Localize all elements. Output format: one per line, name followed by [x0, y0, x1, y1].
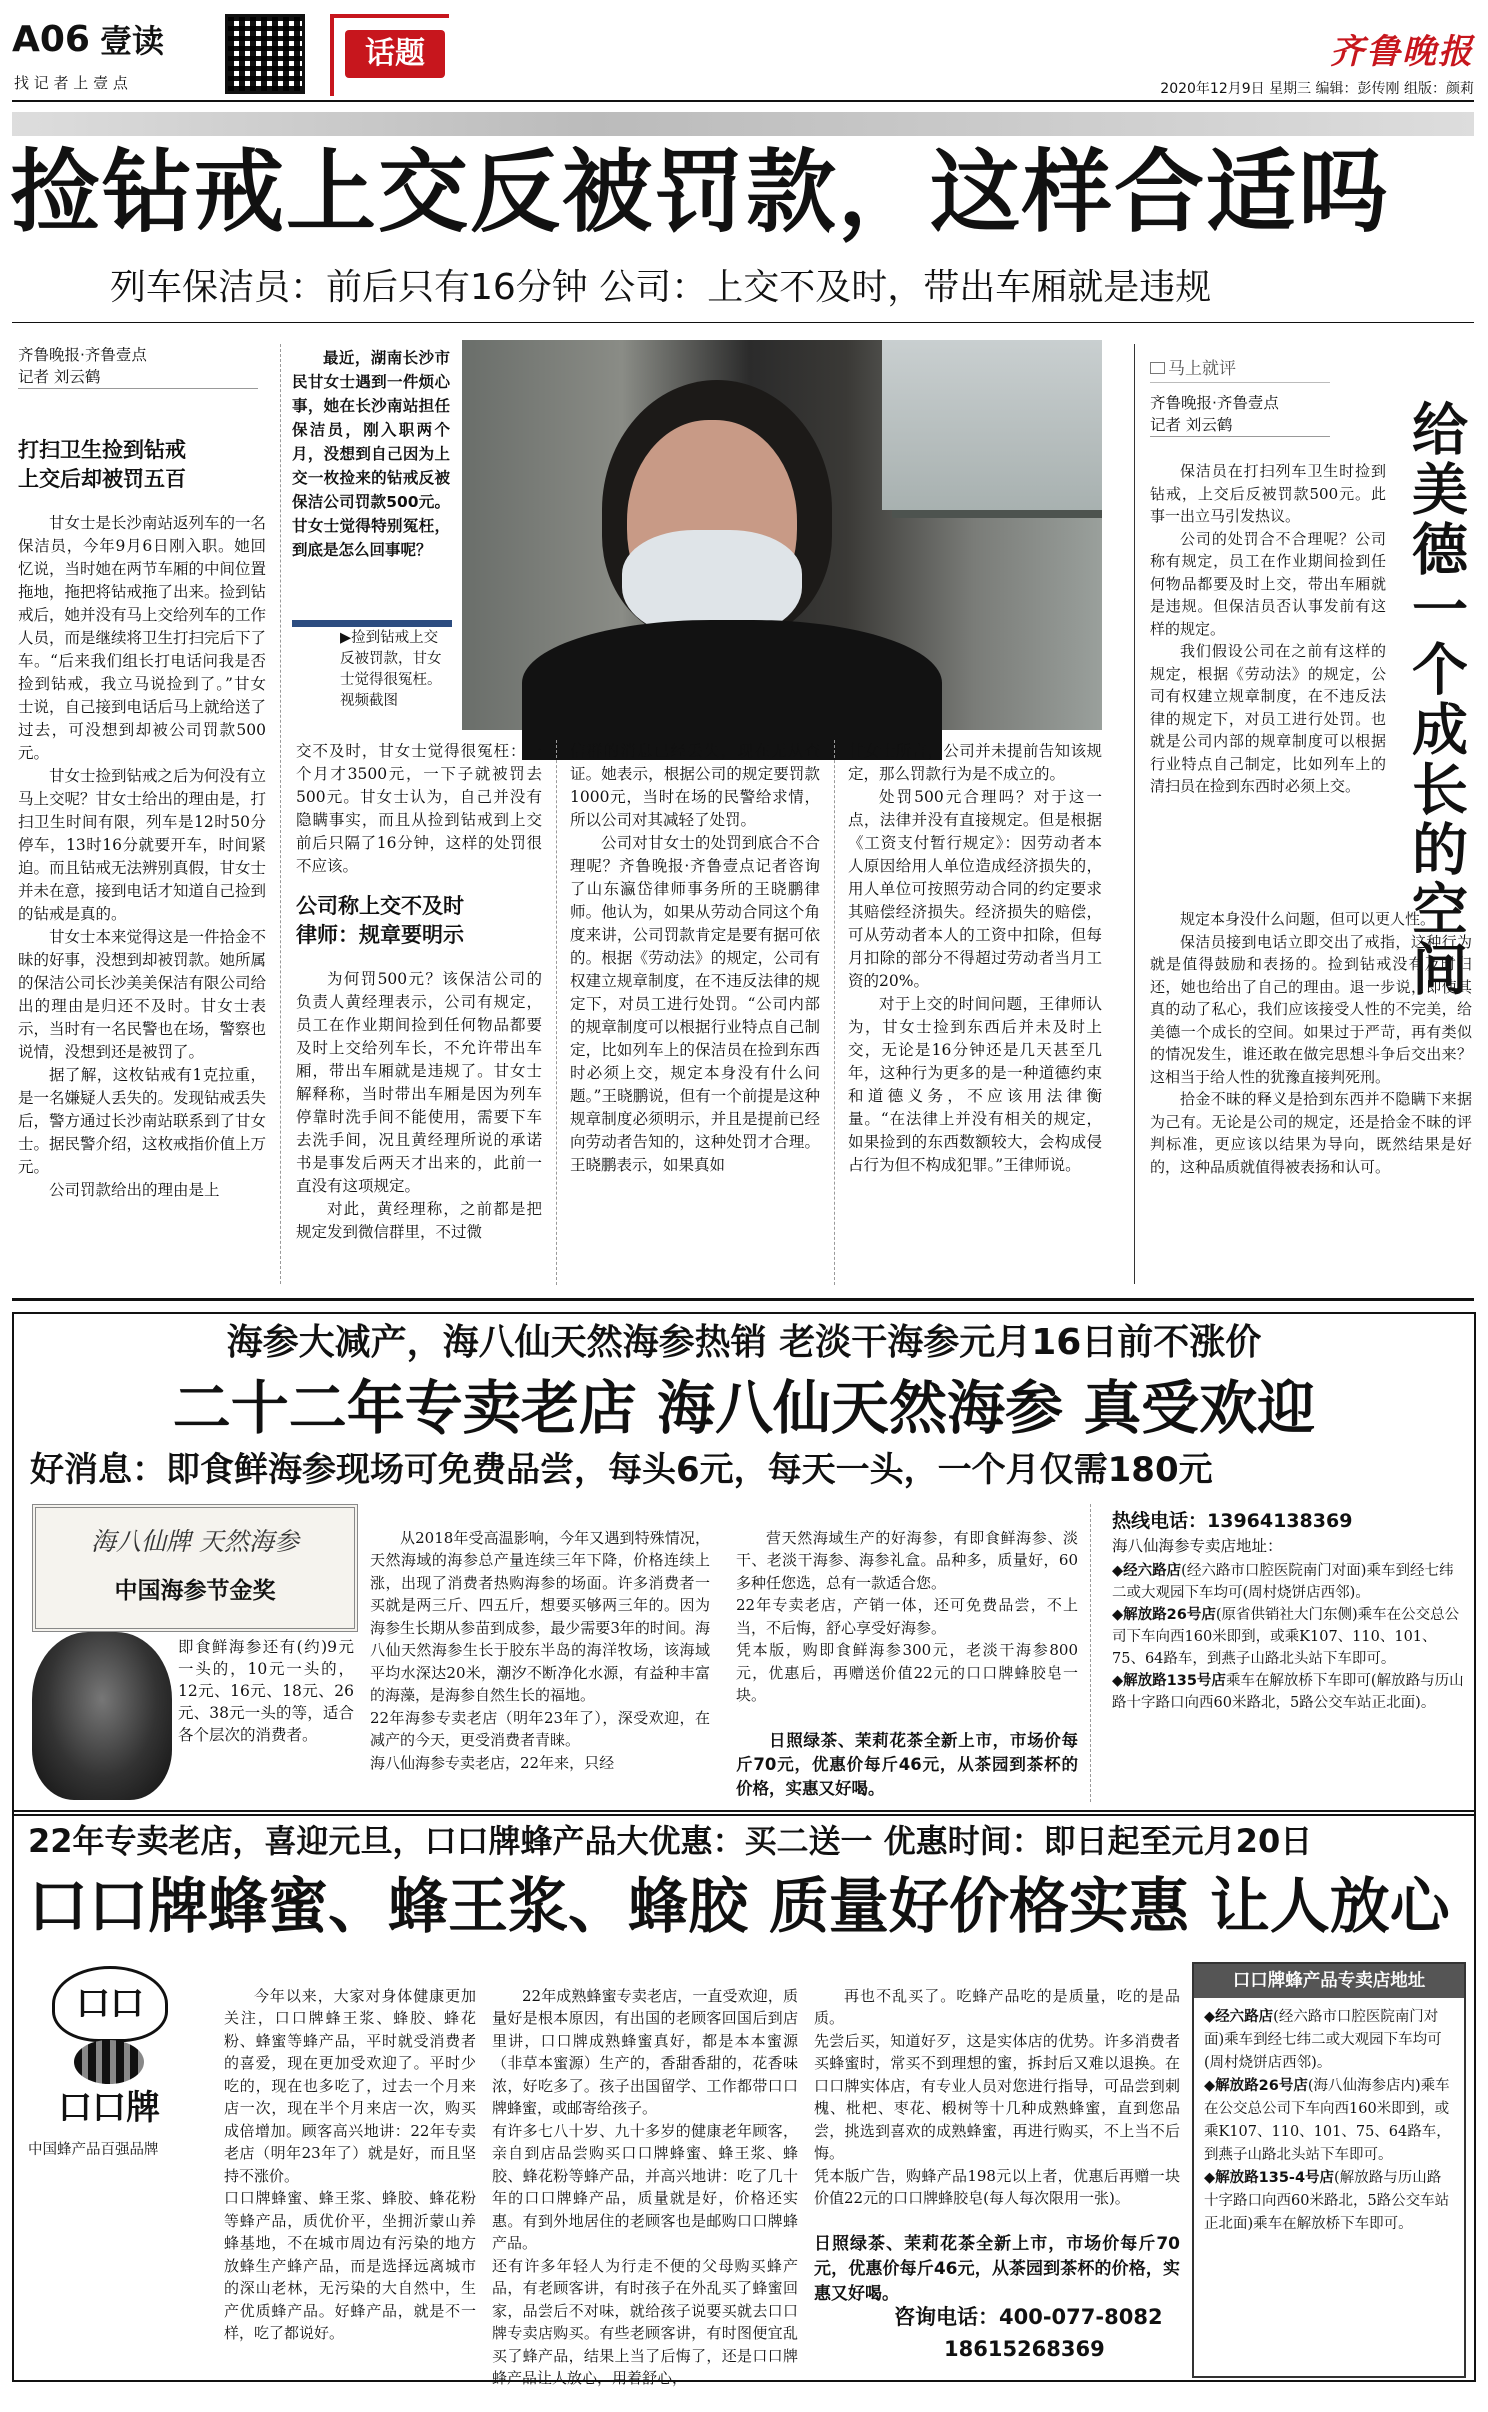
ad1-top-line: 海参大减产，海八仙天然海参热销 老淡干海参元月16日前不涨价 — [226, 1322, 1262, 1363]
store-detail: (解放路与历山路十字路口向西60米路北，5路公交车站正北面)乘车在解放桥下车即可。 — [1204, 2170, 1450, 2232]
article-byline: 齐鲁晚报·齐鲁壹点 记者 刘云鹤 — [18, 344, 258, 389]
ad1-col2 — [736, 1504, 1078, 1824]
store-entry — [1112, 1560, 1464, 1604]
paper-logo: 齐鲁晚报 — [1330, 32, 1474, 72]
ad2-col2 — [492, 1962, 798, 2387]
paragraph: 处罚500元合理吗？对于这一点，法律并没有直接规定。但是根据《工资支付暂行规定》：因劳动者本人原因给用人单位造成经济损失的，用人单位可按照劳动合同的约定要求其赔偿经济损失。经济损失的赔偿，可从劳动者本人的工资中扣除，但每月扣除的部分不得超过劳动者当月工资的20%。 — [848, 788, 1102, 990]
qr-code[interactable] — [225, 14, 305, 94]
article-bottom-rule — [12, 1298, 1474, 1301]
honey-brand-logo — [34, 1962, 184, 2132]
consult-phone[interactable]: 咨询电话：400-077-8082 — [894, 2305, 1163, 2329]
commentary-label-icon — [1150, 362, 1165, 374]
paragraph: 为何罚500元？该保洁公司的负责人黄经理表示，公司有规定，员工在作业期间捡到任何物品都要及时上交给列车长，不允许带出车厢，带出车厢就是违规了。甘女士解释称，当时带出车厢是因为列车停靠时洗手间不能使用，需要下车去洗手间，况且黄经理所说的承诺书是事发后两天才出来的，此前一直没有这项规定。 — [296, 970, 542, 1195]
ad1-col1 — [370, 1504, 710, 1804]
paragraph: 从2018年受高温影响，今年又遇到特殊情况，天然海域的海参总产量连续三年下降，价格连续上涨，出现了消费者热购海参的场面。许多消费者一买就是两三斤、四五斤，想要买够两三年的。因为海参生长期从参苗到成参，最少需要3年的时间。海八仙天然海参生长于胶东半岛的海洋牧场，该海域平均水深达20米，潮汐不断净化水源，有益种丰富的海藻，是海参自然生长的福地。 22年海参专卖老店（明年23年了），深受欢迎，在减产的今天，更受消费者青睐。 海八仙海参专卖老店，22年来，只经 — [370, 1528, 710, 1772]
masthead-slogan: 找 记 者 上 壹 点 — [14, 74, 128, 92]
commentary-byline: 齐鲁晚报·齐鲁壹点 记者 刘云鹤 — [1150, 392, 1330, 437]
logo-mark: 口口 — [52, 1966, 168, 2042]
ad2-stores-title: 口口牌蜂产品专卖店地址 — [1194, 1964, 1464, 1998]
paragraph: 公司罚款给出的理由是上 — [49, 1181, 220, 1199]
paragraph: 交不及时，甘女士觉得很冤枉：一个月才3500元，一下子就被罚去500元。甘女士认为，自己并没有隐瞒事实，而且从捡到钻戒到上交前后只隔了16分钟，这样的处罚很不应该。 — [296, 742, 542, 875]
intro-text: 最近，湖南长沙市民甘女士遇到一件烦心事，她在长沙南站担任保洁员，刚入职两个月，没想到自己因为上交一枚捡来的钻戒反被保洁公司罚款500元。甘女士觉得特别冤枉，到底是怎么回事呢？ — [292, 349, 450, 559]
store-detail: (原省供销社大门东侧)乘车在公交总公司下车向西160米即到，或乘K107、110、101、75、64路车，到燕子山路北头站下车即可。 — [1112, 1607, 1460, 1667]
store-entry — [1204, 2006, 1454, 2075]
paragraph: 甘女士本来觉得这是一件拾金不昧的好事，没想到却被罚款。她所属的保洁公司长沙美美保洁有限公司给出的理由是归还不及时。甘女士表示，当时有一名民警也在场，警察也说情，没想到还是被罚了。 — [18, 928, 267, 1061]
ad2-stores-box — [1192, 1962, 1466, 2378]
store-detail: (经六路市口腔医院南门对面)乘车到经七纬二或大观园下车均可(周村烧饼店西邻)。 — [1204, 2009, 1442, 2071]
section-name: 壹读 — [100, 22, 165, 60]
store-entry — [1112, 1604, 1464, 1670]
sea-cucumber-ad — [12, 1312, 1476, 1816]
commentary-body-bottom — [1150, 908, 1472, 1288]
store-detail: (海八仙海参店内)乘车在公交总公司下车向西160米即到，或乘K107、110、101、75、64路车，到燕子山路北头站下车即可。 — [1204, 2078, 1451, 2163]
date-line: 2020年12月9日 星期三 编辑：彭传刚 组版：颜莉 — [1160, 81, 1474, 97]
award-title: 中国海参节金奖 — [114, 1577, 276, 1604]
store-detail: 乘车在解放桥下车即可(解放路与历山路十字路口向西60米路北，5路公交车站正北面)。 — [1112, 1673, 1464, 1711]
award-brand: 海八仙牌 天然海参 — [91, 1527, 299, 1556]
paragraph: 信群的消息已经丢失，现在无从查证。她表示，根据公司的规定要罚款1000元，当时在场的民警给求情，所以公司对其减轻了处罚。 — [570, 742, 820, 829]
photo-caption: ▶捡到钻戒上交反被罚款，甘女士觉得很冤枉。视频截图 — [340, 630, 442, 709]
paragraph: 甘女士捡到钻戒之后为何没有立马上交呢？甘女士给出的理由是，打扫卫生时间有限，列车是12时50分停车，13时16分就要开车，时间紧迫。而且钻戒无法辨别真假，甘女士并未在意，接到电话才知道自己捡到的钻戒是真的。 — [18, 767, 267, 923]
paragraph: 今年以来，大家对身体健康更加关注，口口牌蜂王浆、蜂胶、蜂花粉、蜂蜜等蜂产品，平时就受消费者的喜爱，现在更加受欢迎了。平时少吃的，现在也多吃了，过去一个月来店一次，现在半个月来店一次，购买成倍增加。顾客高兴地讲：22年专卖老店（明年23年了）就是好，而且坚持不涨价。 口口牌蜂蜜、蜂王浆、蜂胶、蜂花粉等蜂产品，质优价平，坐拥沂蒙山养蜂基地，不在城市周边有污染的地方放蜂生产蜂产品，而是选择远离城市的深山老林，无污染的大自然中，生产优质蜂产品。好蜂产品，就是不一样，吃了都说好。 — [224, 1986, 476, 2342]
ad2-top-line: 22年专卖老店，喜迎元旦，口口牌蜂产品大优惠：买二送一 优惠时间：即日起至元月20日 — [28, 1822, 1313, 1860]
article-intro — [292, 346, 450, 562]
column-divider — [280, 344, 281, 1284]
ad2-headline: 口口牌蜂蜜、蜂王浆、蜂胶 质量好价格实惠 让人放心 — [28, 1872, 1450, 1942]
photo-railing — [892, 510, 1102, 518]
store-name: ◆解放路135号店 — [1112, 1673, 1226, 1689]
ad1-store-list — [1112, 1560, 1464, 1714]
ad-column-divider — [1090, 1504, 1091, 1802]
paragraph: 甘女士所言，公司并未提前告知该规定，那么罚款行为是不成立的。 — [848, 742, 1102, 783]
column-divider — [556, 740, 557, 1285]
paragraph: 再也不乱买了。吃蜂产品吃的是质量，吃的是品质。 先尝后买，知道好歹，这是实体店的优势。许多消费者买蜂蜜时，常买不到理想的蜜，拆封后又难以退换。在口口牌实体店，有专业人员对您进行指导，可品尝到刺槐、枇杷、枣花、椴树等十几种成熟蜂蜜，直到您品尝，挑选到喜欢的成熟蜂蜜，再进行购买，不上当不后悔。 凭本版广告，购蜂产品198元以上者，优惠后再赠一块价值22元的口口牌蜂胶皂(每人每次限用一张)。 — [814, 1986, 1180, 2207]
ad1-stores-title: 海八仙海参专卖店地址： — [1112, 1537, 1283, 1555]
logo-caption: 中国蜂产品百强品牌 — [28, 2142, 159, 2158]
store-entry — [1204, 2075, 1454, 2167]
ad2-store-list — [1194, 1998, 1464, 2244]
store-name: ◆经六路店 — [1112, 1563, 1182, 1579]
paragraph: 我们假设公司在之前有这样的规定，根据《劳动法》的规定，公司有权建立规章制度，在不违反法律的规定下，对员工进行处罚。也就是公司内部的规章制度可以根据行业特点自己制定，比如列车上的清扫员在捡到东西时必须上交。 — [1150, 642, 1386, 795]
section2-title: 公司称上交不及时 律师：规章要明示 — [296, 894, 464, 947]
topic-tag: 话题 — [345, 30, 445, 78]
section1-title: 打扫卫生捡到钻戒 上交后却被罚五百 — [18, 438, 186, 491]
paragraph: 对此，黄经理称，之前都是把规定发到微信群里，不过微 — [296, 1200, 542, 1241]
store-name: ◆经六路店 — [1204, 2009, 1274, 2025]
paragraph: 甘女士是长沙南站返列车的一名保洁员，今年9月6日刚入职。她回忆说，当时她在两节车厢的中间位置拖地，拖把将钻戒拖了出来。捡到钻戒后，她并没有马上交给列车的工作人员，而是继续将卫生打扫完后下了车。“后来我们组长打电话问我是否捡到钻戒，我立马说捡到了。”甘女士说，自己接到电话后马上就给送了过去，可没想到却被公司罚款500元。 — [18, 514, 267, 762]
tea-promo: 日照绿茶、茉莉花茶全新上市，市场价每斤70元，优惠价每斤46元，从茶园到茶杯的价格，实惠又好喝。 — [736, 1731, 1078, 1798]
article-col2-body — [296, 968, 542, 1288]
article-col3 — [570, 740, 820, 1288]
paragraph: 保洁员接到电话立即交出了戒指，这种行为就是值得鼓励和表扬的。捡到钻戒没有及时归还，她也给出了自己的理由。退一步说，即使其真的动了私心，我们应该接受人性的不完美，给美德一个成长的空间。如果过于严苛，再有类似的情况发生，谁还敢在做完思想斗争后交出来？这相当于给人性的犹豫直接判死刑。 — [1150, 932, 1472, 1086]
paragraph: 保洁员在打扫列车卫生时捡到钻戒，上交后反被罚款500元。此事一出立马引发热议。 — [1150, 462, 1386, 525]
ad1-hotline[interactable]: 热线电话：13964138369 — [1112, 1510, 1353, 1532]
tea-promo: 日照绿茶、茉莉花茶全新上市，市场价每斤70元，优惠价每斤46元，从茶园到茶杯的价格，实惠又好喝。 — [814, 2234, 1180, 2304]
paragraph: 22年成熟蜂蜜专卖老店，一直受欢迎，质量好是根本原因，有出国的老顾客回国后到店里讲，口口牌成熟蜂蜜真好，都是本本蜜源（非草本蜜源）生产的，香甜香甜的，花香味浓，好吃多了。孩子出国留学、工作都带口口牌蜂蜜，或邮寄给孩子。 有许多七八十岁、九十多岁的健康老年顾客，亲自到店品尝购买口口牌蜂蜜、蜂王浆、蜂胶、蜂花粉等蜂产品，并高兴地讲：吃了几十年的口口牌蜂产品，质量就是好，价格还实惠。有到外地居住的老顾客也是邮购口口牌蜂产品。 还有许多年轻人为行走不便的父母购买蜂产品，有老顾客讲，有时孩子在外乱买了蜂蜜回家，品尝后不对味，就给孩子说要买就去口口牌专卖店购买。有些老顾客讲，有时图便宜乱买了蜂产品，结果上当了后悔了，还是口口牌蜂产品让人放心，用着舒心， — [492, 1986, 798, 2387]
ad1-price-note — [178, 1636, 354, 1746]
paragraph: 规定本身没什么问题，但可以更人性。 — [1180, 910, 1436, 928]
ad2-col3 — [814, 1962, 1180, 2330]
commentary-body-top — [1150, 460, 1386, 840]
article-photo — [462, 340, 1102, 730]
paragraph: 据了解，这枚钻戒有1克拉重，是一名嫌疑人丢失的。发现钻戒丢失后，警方通过长沙南站联系到了甘女士。据民警介绍，这枚戒指价值上万元。 — [18, 1066, 267, 1176]
masthead-grey-band — [12, 112, 1474, 136]
bee-icon — [74, 2040, 144, 2084]
store-name: ◆解放路26号店 — [1112, 1607, 1216, 1623]
ad1-headline: 二十二年专卖老店 海八仙天然海参 真受欢迎 — [172, 1374, 1316, 1442]
ad1-promo: 好消息：即食鲜海参现场可免费品尝，每头6元，每天一头，一个月仅需180元 — [30, 1450, 1213, 1490]
paragraph: 营天然海域生产的好海参，有即食鲜海参、淡干、老淡干海参、海参礼盒。品种多，质量好，60多种任您选，总有一款适合您。 22年专卖老店，产销一体，还可免费品尝，不上当，不后悔，舒心享受好海参。 凭本版，购即食鲜海参300元，老淡干海参800元，优惠后，再赠送价值22元的口口牌蜂胶皂一块。 — [736, 1528, 1078, 1704]
honey-ad — [12, 1810, 1476, 2387]
column-divider — [834, 740, 835, 1285]
logo-text: 口口牌 — [58, 2088, 160, 2128]
paragraph: 对于上交的时间问题，王律师认为，甘女士捡到东西后并未及时上交，无论是16分钟还是几天甚至几年，这种行为更多的是一种道德约束和道德义务，不应该用法律衡量。“在法律上并没有相关的规定，如果捡到的东西数额较大，会构成侵占行为但不构成犯罪。”王律师说。 — [848, 995, 1102, 1174]
sea-cucumber-photo — [32, 1632, 172, 1800]
article-col1 — [18, 512, 266, 1292]
commentary-label-text: 马上就评 — [1168, 359, 1236, 379]
commentary-label — [1150, 356, 1330, 383]
paragraph: 拾金不昧的释义是拾到东西并不隐瞒下来据为己有。无论是公司的规定，还是拾金不昧的评判标准，更应该以结果为导向，既然结果是好的，这种品质就值得被表扬和认可。 — [1150, 1090, 1472, 1176]
article-col4 — [848, 740, 1102, 1288]
store-name: ◆解放路135-4号店 — [1204, 2170, 1335, 2186]
mobile-phone[interactable]: 18615268369 — [944, 2337, 1105, 2361]
award-certificate — [32, 1504, 358, 1632]
paragraph: 公司的处罚合不合理呢？公司称有规定，员工在作业期间捡到任何物品都要及时上交，带出车厢就是违规。但保洁员否认事发前有这样的规定。 — [1150, 529, 1386, 638]
store-detail: (经六路市口腔医院南门对面)乘车到经七纬二或大观园下车均可(周村烧饼店西邻)。 — [1112, 1563, 1454, 1601]
price-note-text: 即食鲜海参还有(约)9元一头的，10元一头的，12元、16元、18元、26元、38元一头的等，适合各个层次的消费者。 — [178, 1638, 354, 1744]
headline-subtitle: 列车保洁员：前后只有16分钟 公司：上交不及时，带出车厢就是违规 — [110, 267, 1212, 308]
commentary-divider — [1134, 344, 1135, 1284]
store-entry — [1112, 1670, 1464, 1714]
intro-rule — [292, 620, 452, 627]
photo-sky — [882, 340, 1102, 510]
commentary-title: 给美德一个成长的空间 — [1403, 400, 1468, 1000]
headline-title: 捡钻戒上交反被罚款，这样合适吗 — [10, 140, 1390, 245]
store-entry — [1204, 2167, 1454, 2236]
masthead-rule — [12, 100, 1474, 102]
ad2-col1 — [224, 1962, 476, 2374]
article-col2 — [296, 740, 542, 878]
headline-rule — [12, 322, 1474, 323]
store-name: ◆解放路26号店 — [1204, 2078, 1308, 2094]
photo-person-coat — [522, 620, 942, 760]
paragraph: 公司对甘女士的处罚到底合不合理呢？齐鲁晚报·齐鲁壹点记者咨询了山东瀛岱律师事务所的王晓鹏律师。他认为，如果从劳动合同这个角度来讲，公司罚款肯定是要有据可依的。根据《劳动法》的规定，公司有权建立规章制度，在不违反法律的规定下，对员工进行处罚。“公司内部的规章制度可以根据行业特点自己制定，比如列车上的保洁员在捡到东西时必须上交，规定本身没有什么问题。”王晓鹏说，但有一个前提是这种规章制度必须明示，并且是提前已经向劳动者告知的，这种处罚才合理。王晓鹏表示，如果真如 — [570, 834, 820, 1174]
page-number: A06 — [12, 19, 90, 60]
